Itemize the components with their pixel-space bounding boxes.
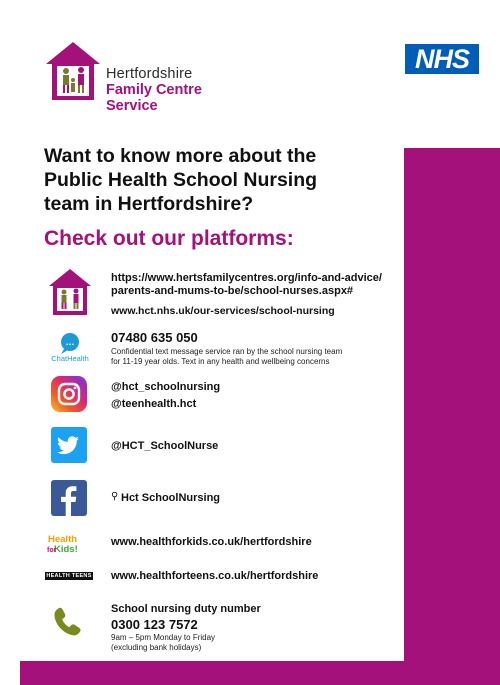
headline	[44, 144, 404, 216]
family-centre-url-link[interactable]	[111, 272, 382, 298]
org-name-line2: Family Centre	[106, 82, 202, 98]
healthforkids-logo-icon	[46, 532, 92, 554]
duty-number[interactable]: 0300 123 7572	[111, 617, 198, 632]
facebook-f-icon	[51, 480, 87, 516]
instagram-handle-teen[interactable]: @teenhealth.hct	[111, 398, 197, 410]
chathealth-icon-label: ChatHealth	[51, 354, 89, 363]
headline-line2: Public Health School Nursing	[44, 169, 318, 191]
subhead: Check out our platforms:	[44, 227, 294, 250]
facebook-handle[interactable]: Hct SchoolNursing	[121, 492, 221, 504]
twitter-icon[interactable]	[51, 427, 87, 463]
search-icon: ⚲	[111, 491, 119, 502]
family-centre-house-logo-icon	[44, 40, 102, 102]
chathealth-desc-line1: Confidential text message service ran by the school nursing team	[111, 347, 343, 356]
org-name-line1: Hertfordshire	[106, 66, 193, 82]
org-name-line3: Service	[106, 98, 158, 114]
healthforteens-logo-icon: HEALTH TEENS	[46, 573, 92, 579]
twitter-handle[interactable]: @HCT_SchoolNurse	[111, 440, 219, 452]
chathealth-number[interactable]: 07480 635 050	[111, 330, 198, 345]
facebook-icon[interactable]	[51, 480, 87, 516]
family-centre-url-line1: https://www.hertsfamilycentres.org/info-and-advice/	[111, 272, 382, 284]
chathealth-desc-line2: for 11-19 year olds. Text in any health and wellbeing concerns	[111, 357, 330, 366]
duty-number-title: School nursing duty number	[111, 603, 261, 615]
instagram-handle-school[interactable]: @hct_schoolnursing	[111, 381, 221, 393]
org-name	[106, 66, 202, 114]
instagram-glyph-icon	[51, 376, 87, 412]
phone-icon	[52, 606, 82, 638]
family-centre-house-icon	[48, 268, 92, 316]
headline-line3: team in Hertfordshire?	[44, 193, 254, 215]
duty-note: (excluding bank holidays)	[111, 643, 202, 652]
healthforkids-link[interactable]: www.healthforkids.co.uk/hertfordshire	[111, 536, 312, 548]
svg-text:Kids!: Kids!	[54, 544, 78, 554]
svg-text:for: for	[47, 547, 57, 554]
svg-text:Health: Health	[48, 534, 78, 545]
magenta-band-bottom	[20, 661, 500, 685]
healthforteens-link[interactable]: www.healthforteens.co.uk/hertfordshire	[111, 570, 319, 582]
family-centre-url-line2: parents-and-mums-to-be/school-nurses.aspx#	[111, 285, 354, 297]
headline-line1: Want to know more about the	[44, 145, 317, 167]
hct-school-nursing-link[interactable]: www.hct.nhs.uk/our-services/school-nursing	[111, 305, 335, 317]
twitter-bird-icon	[51, 427, 87, 463]
duty-hours: 9am – 5pm Monday to Friday	[111, 633, 216, 642]
chathealth-icon	[47, 332, 93, 364]
instagram-icon[interactable]	[51, 376, 87, 412]
svg-text:…: …	[65, 337, 75, 347]
nhs-logo: NHS	[405, 44, 479, 74]
magenta-band-right	[404, 148, 500, 685]
